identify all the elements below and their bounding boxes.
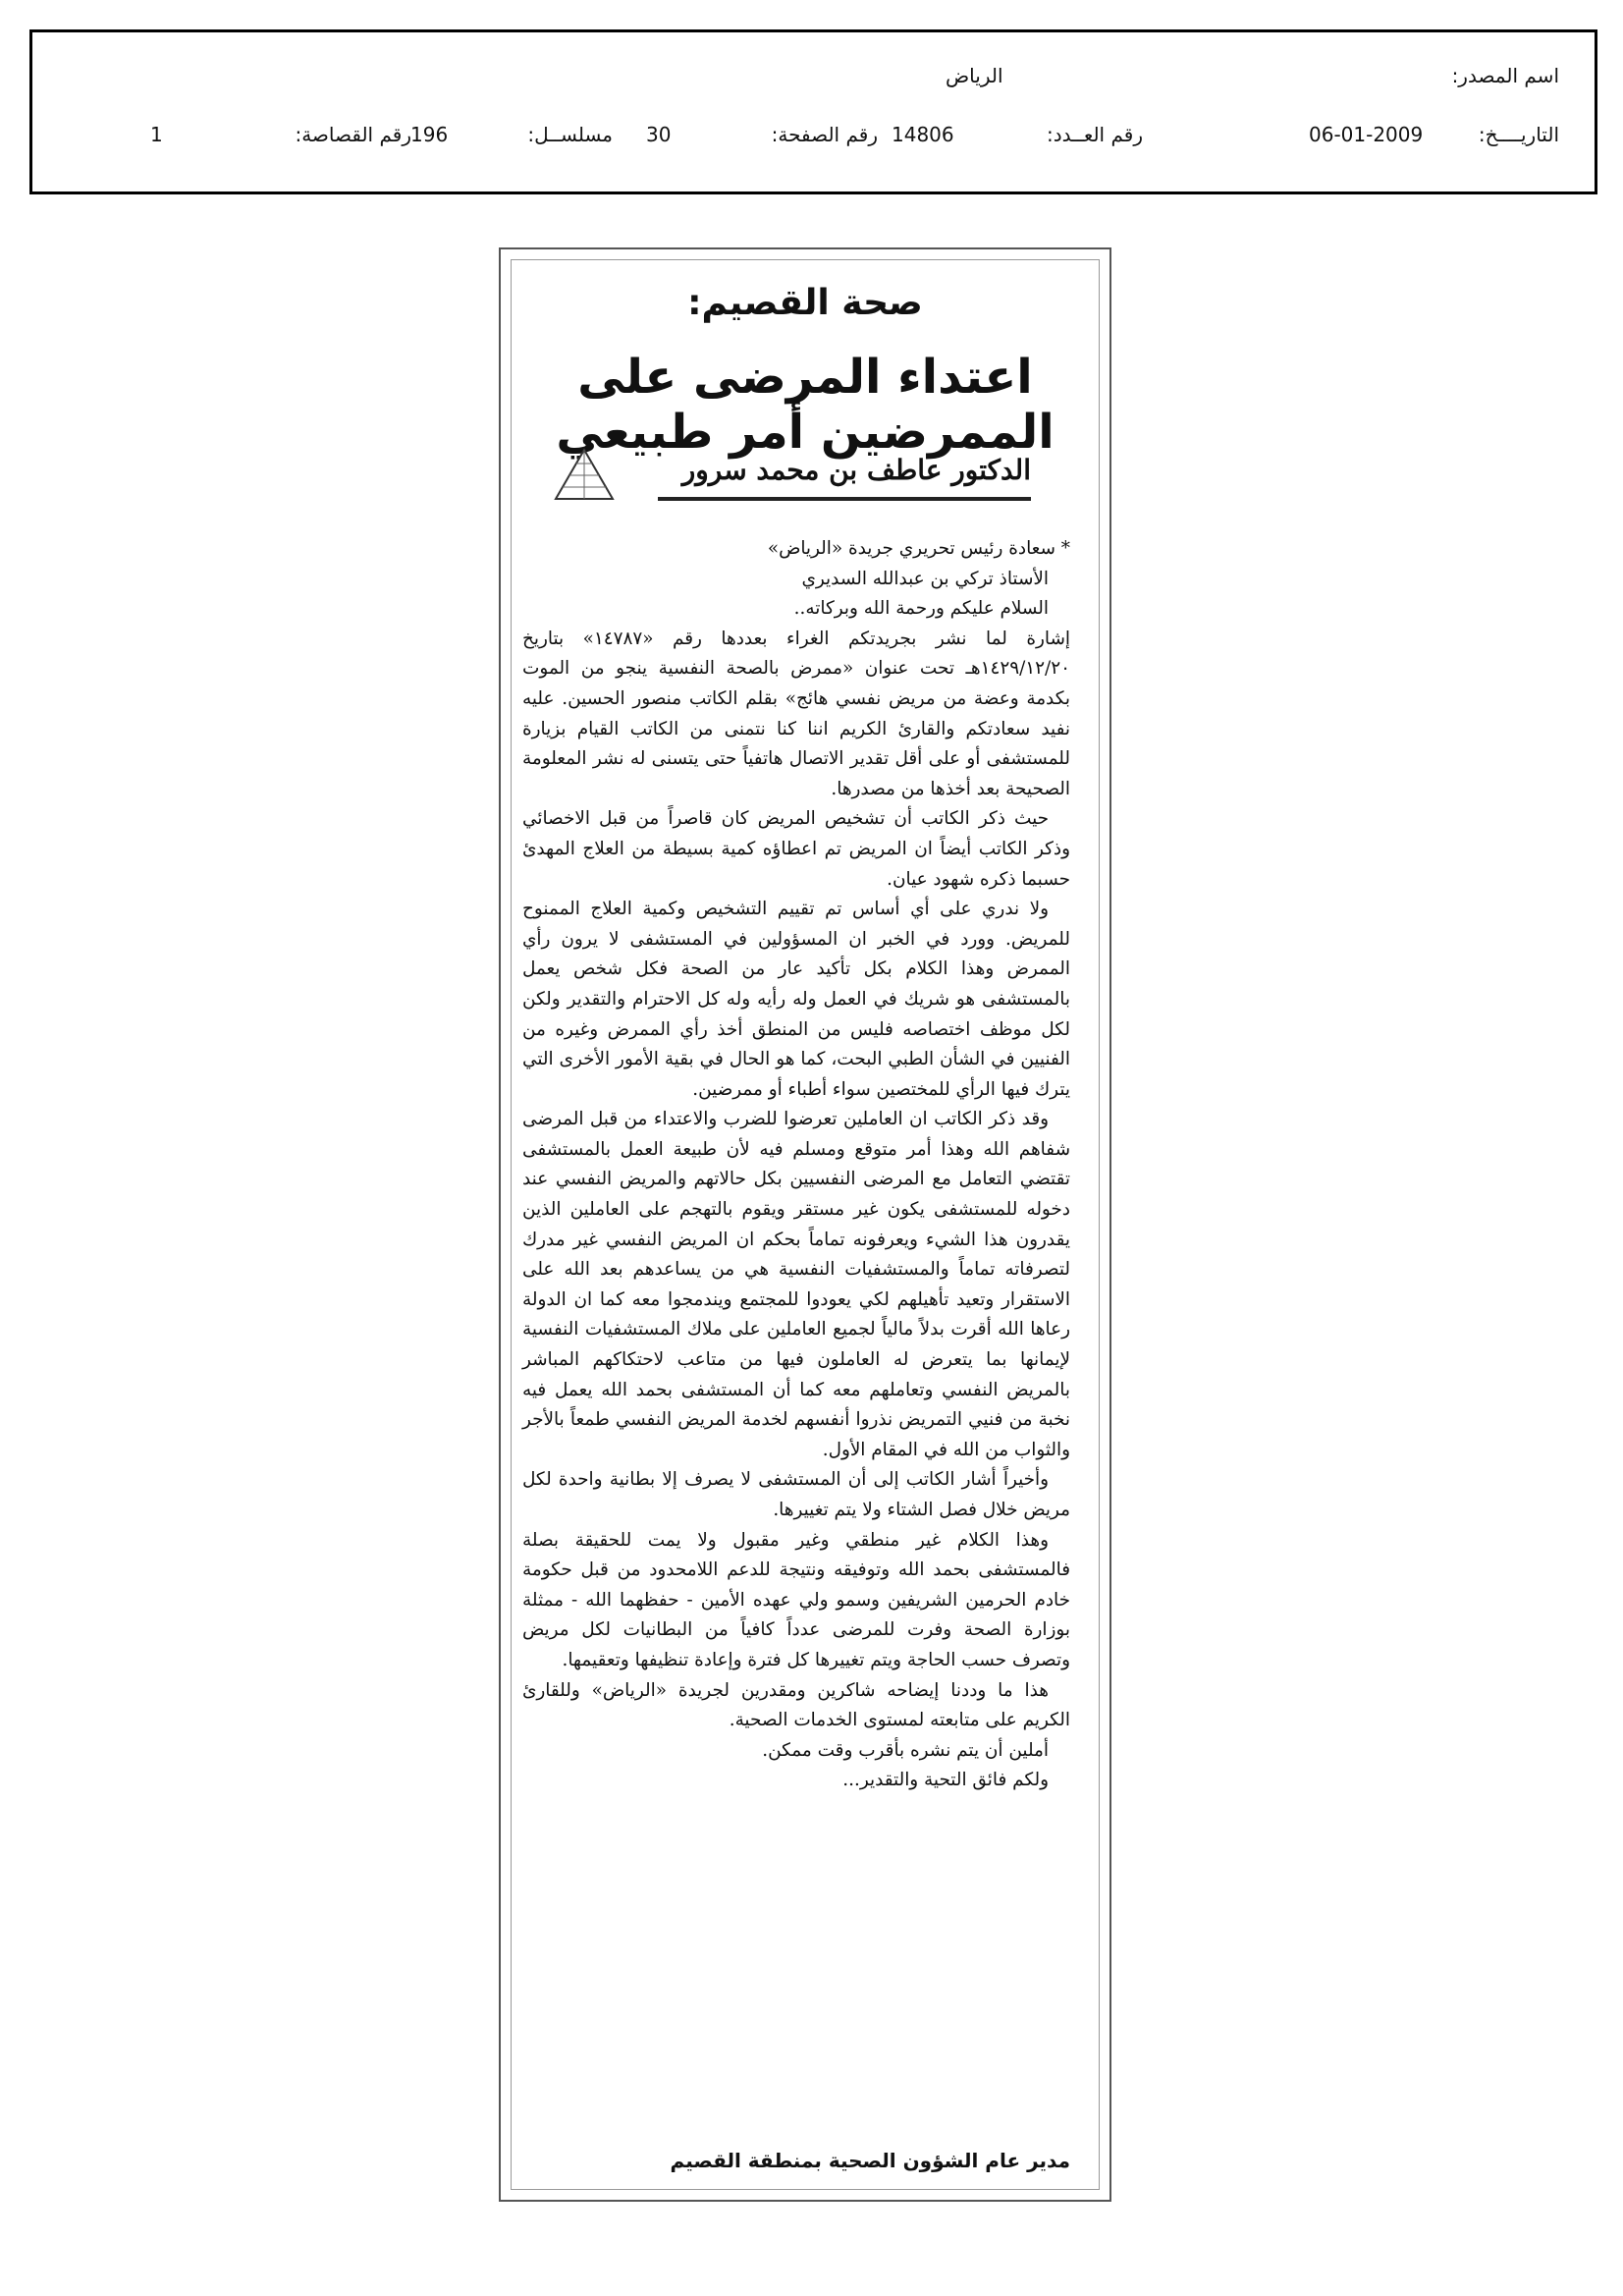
article-kicker: صحة القصيم: (687, 283, 923, 323)
author-name: الدكتور عاطف بن محمد سرور (681, 454, 1031, 486)
serial-value: 196 (410, 123, 449, 146)
clip-label: رقم القصاصة: (295, 123, 411, 146)
paragraph: الأستاذ تركي بن عبدالله السديري (801, 568, 1049, 589)
date-label: التاريــــخ: (1478, 123, 1559, 146)
byline (540, 446, 1070, 503)
decorative-pyramid-icon (550, 446, 619, 505)
paragraph: السلام عليكم ورحمة الله وبركاته.. (793, 598, 1049, 620)
paragraph: حيث ذكر الكاتب أن تشخيص المريض كان قاصراً من قبل الاخصائي وذكر الكاتب أيضاً ان المريض تم اعطاؤه كمية بسيطة من العلاج المهدئ حسبما ذكره شهود عيان. (522, 808, 1070, 890)
clip-value: 1 (150, 123, 163, 146)
page-label: رقم الصفحة: (771, 123, 878, 146)
date-value: 06-01-2009 (1309, 123, 1424, 146)
signature: مدير عام الشؤون الصحية بمنطقة القصيم (670, 2149, 1070, 2172)
serial-label: مسلســل: (527, 123, 613, 146)
metadata-box (29, 29, 1597, 194)
source-value: الرياض (946, 64, 1003, 87)
article-clipping (499, 247, 1111, 2202)
paragraph: هذا ما وددنا إيضاحه شاكرين ومقدرين لجريدة «الرياض» وللقارئ الكريم على متابعته لمستوى الخدمات الصحية. (522, 1679, 1070, 1731)
paragraph: أملين أن يتم نشره بأقرب وقت ممكن. (762, 1739, 1049, 1761)
paragraph: ولا ندري على أي أساس تم تقييم التشخيص وكمية العلاج الممنوح للمريض. وورد في الخبر ان المسؤولين في المستشفى لا يرون رأي الممرض وهذا الكلام بكل تأكيد عار من الصحة فكل شخص يعمل بالمستشفى هو شريك في العمل وله رأيه وله كل الاحترام والتقدير ولكن لكل موظف اختصاصه فليس من المنطق أخذ رأي الممرض وغيره من الفنيين في الشأن الطبي البحت، كما هو الحال في بقية الأمور الأخرى التي يترك فيها الرأي للمختصين سواء أطباء أو ممرضين. (522, 899, 1070, 1100)
paragraph: إشارة لما نشر بجريدتكم الغراء بعددها رقم «١٤٧٨٧» بتاريخ ١٤٢٩/١٢/٢٠هـ تحت عنوان «ممرض بالصحة النفسية ينجو من الموت بكدمة وعضة من مريض نفسي هائج» بقلم الكاتب منصور الحسين. عليه نفيد سعادتكم والقارئ الكريم اننا كنا نتمنى من الكاتب القيام بزيارة للمستشفى أو على أقل تقدير الاتصال هاتفياً حتى يتسنى له نشر المعلومة الصحيحة بعد أخذها من مصدرها. (522, 628, 1070, 799)
issue-value: 14806 (892, 123, 954, 146)
article-body (522, 534, 1070, 1796)
paragraph: ولكم فائق التحية والتقدير... (842, 1770, 1049, 1791)
article-headline: اعتداء المرضى على الممرضين أمر طبيعي (556, 350, 1055, 460)
byline-rule (658, 497, 1031, 501)
source-label: اسم المصدر: (1451, 64, 1559, 87)
issue-label: رقم العــدد: (1046, 123, 1143, 146)
paragraph: وهذا الكلام غير منطقي وغير مقبول ولا يمت للحقيقة بصلة فالمستشفى بحمد الله وتوفيقه ونتيجة للدعم اللامحدود من قبل حكومة خادم الحرمين الشريفين وسمو ولي عهده الأمين - حفظهما الله - ممثلة بوزارة الصحة وفرت للمرضى عدداً كافياً من البطانيات لكل مريض وتصرف حسب الحاجة ويتم تغييرها كل فترة وإعادة تنظيفها وتعقيمها. (522, 1529, 1070, 1670)
paragraph: * سعادة رئيس تحريري جريدة «الرياض» (767, 538, 1070, 559)
paragraph: وقد ذكر الكاتب ان العاملين تعرضوا للضرب والاعتداء من قبل المرضى شفاهم الله وهذا أمر متوقع ومسلم فيه لأن طبيعة العمل بالمستشفى تقتضي التعامل مع المرضى النفسيين بكل حالاتهم والمريض النفسي عند دخوله للمستشفى يكون غير مستقر ويقوم بالتهجم على العاملين الذين يقدرون هذا الشيء ويعرفونه تماماً بحكم ان المريض النفسي غير مدرك لتصرفاته تماماً والمستشفيات النفسية هي من يساعدهم بعد الله على الاستقرار وتعيد تأهيلهم لكي يعودوا للمجتمع ويندمجوا معه كما ان الدولة رعاها الله أقرت بدلاً مالياً لجميع العاملين على ملاك المستشفيات النفسية لإيمانها بما يتعرض له العاملون فيها من متاعب لاحتكاكهم المباشر بالمريض النفسي وتعاملهم معه كما أن المستشفى بحمد الله يعمل فيه نخبة من فنيي التمريض نذروا أنفسهم لخدمة المريض النفسي طمعاً بالأجر والثواب من الله في المقام الأول. (522, 1109, 1070, 1460)
paragraph: وأخيراً أشار الكاتب إلى أن المستشفى لا يصرف إلا بطانية واحدة لكل مريض خلال فصل الشتاء ولا يتم تغييرها. (522, 1469, 1070, 1520)
page-value: 30 (646, 123, 672, 146)
